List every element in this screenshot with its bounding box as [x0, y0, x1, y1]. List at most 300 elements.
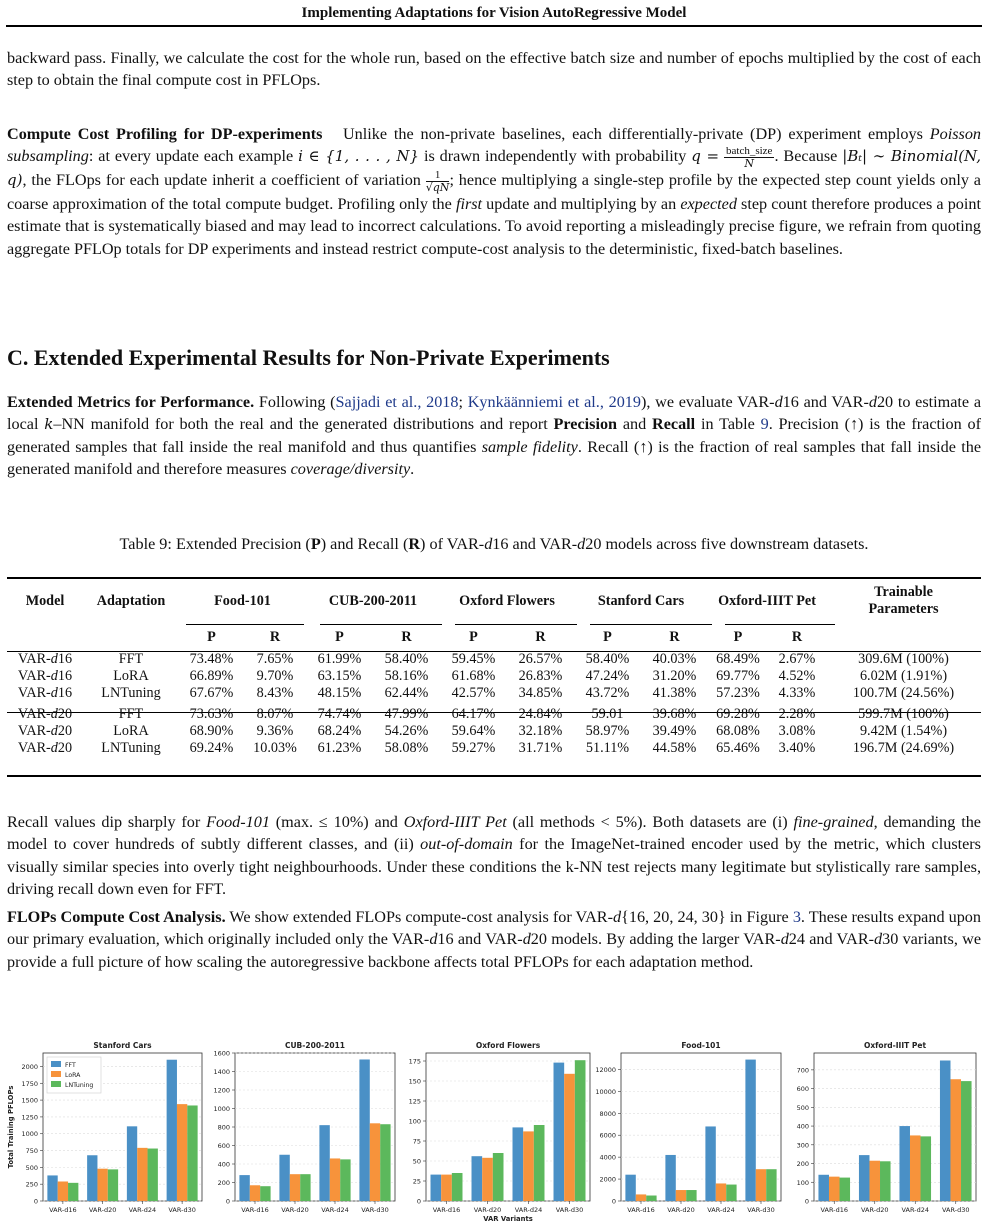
bar-lntuning-var-d24: [340, 1159, 350, 1201]
cell-metric: 9.36%: [256, 723, 294, 739]
x-tick-label: VAR-d16: [49, 1206, 77, 1214]
x-tick-label: VAR-d30: [361, 1206, 389, 1214]
cell-adaptation: FFT: [118, 651, 144, 667]
italic-d: d: [522, 930, 531, 949]
poisson-term: Poisson subsampling: [7, 125, 982, 166]
cell-model: VAR-d20: [17, 723, 73, 739]
cell-metric: 61.99%: [317, 651, 362, 667]
cell-metric: 59.64%: [451, 723, 496, 739]
cell-metric: 67.67%: [189, 685, 234, 701]
y-tick-label: 600: [217, 1142, 230, 1150]
text-run: . These results expand upon our primary evaluation, which originally included only the VAR-: [7, 908, 981, 949]
text-run: 20 models across five downstream datasets.: [585, 535, 869, 553]
cell-adaptation: LoRA: [113, 668, 149, 684]
italic-d: d: [868, 393, 877, 411]
results-table: [7, 578, 981, 757]
emphasis-out-of-domain: out-of-domain: [420, 835, 513, 854]
cell-metric: 40.03%: [652, 651, 697, 667]
y-tick-label: 1400: [213, 1068, 230, 1076]
text-run: , demanding the model to cover hundreds of subtly different classes, and (ii): [7, 813, 981, 854]
subheader-p: P: [603, 629, 612, 645]
cell-metric: 10.03%: [253, 740, 297, 756]
y-tick-label: 200: [796, 1160, 809, 1169]
bar-fft-var-d16: [818, 1175, 829, 1201]
fraction-cv: [426, 170, 450, 193]
bar-lntuning-var-d16: [260, 1186, 270, 1201]
bar-lntuning-var-d20: [493, 1153, 504, 1201]
bar-fft-var-d16: [431, 1175, 442, 1201]
bar-lora-var-d16: [250, 1185, 260, 1201]
text-run: .: [410, 460, 415, 479]
text-run: ;: [458, 393, 468, 411]
y-tick-label: 50: [412, 1157, 421, 1166]
cell-adaptation: LNTuning: [101, 740, 161, 756]
cell-metric: 68.49%: [716, 651, 760, 667]
text-run: . Because: [774, 147, 843, 166]
caption-p: P: [310, 535, 321, 553]
header-model: Model: [25, 592, 65, 609]
math-k: k: [44, 415, 54, 434]
paragraph-flops-analysis: [7, 906, 981, 973]
cell-metric: 68.90%: [189, 723, 234, 739]
x-tick-label: VAR-d30: [942, 1206, 970, 1214]
cell-metric: 43.72%: [585, 685, 630, 701]
cell-metric: 59.27%: [451, 740, 496, 756]
subheader-p: P: [469, 629, 478, 645]
cell-model: VAR-d20: [17, 740, 73, 756]
term-precision: Precision: [553, 415, 618, 434]
emphasis-coverage: coverage/diversity: [290, 460, 411, 479]
text-run: , the FLOps for each update inherit a coefficient of variation: [22, 171, 426, 190]
cell-metric: 69.77%: [716, 668, 760, 684]
bar-fft-var-d16: [47, 1175, 57, 1201]
text-run: : at every update each example: [88, 147, 299, 166]
text-run: 30 variants, we provide a full picture of how scaling the autoregressive backbone affects total PFLOPs for each adaptation method.: [7, 930, 982, 971]
table-row: [7, 651, 981, 668]
x-tick-label: VAR-d30: [555, 1206, 584, 1214]
x-axis-label: VAR Variants: [483, 1215, 533, 1223]
caption-r: R: [408, 535, 421, 553]
x-tick-label: VAR-d24: [514, 1206, 543, 1214]
bar-lora-var-d30: [370, 1123, 380, 1201]
text-run: 16 and VAR-: [437, 930, 523, 949]
paragraph-dp-profiling: [7, 123, 981, 260]
bar-lora-var-d20: [290, 1174, 300, 1201]
y-tick-label: 250: [25, 1180, 38, 1189]
fraction-denominator: √qN: [425, 180, 450, 194]
y-tick-label: 25: [412, 1177, 421, 1186]
cell-metric: 9.70%: [256, 668, 294, 684]
y-tick-label: 1000: [213, 1105, 230, 1113]
x-tick-label: VAR-d30: [747, 1206, 775, 1214]
cell-model: VAR-d20: [17, 706, 73, 722]
bar-lora-var-d24: [330, 1158, 340, 1201]
bar-fft-var-d30: [167, 1060, 177, 1201]
table-row: [7, 723, 981, 740]
header-rule: [6, 25, 982, 27]
bar-lora-var-d24: [910, 1135, 921, 1201]
cell-trainable: 9.42M (1.54%): [859, 723, 948, 739]
bar-fft-var-d30: [940, 1060, 951, 1201]
text-run: for the ImageNet-trained encoder used by the metric, which clusters visually similar species into overly tight neighbourhoods. Under these conditions the k-NN test rejects many legitimate but stylistically rare samples, driving recall down even for FFT.: [7, 835, 981, 899]
legend-swatch-lora: [51, 1071, 61, 1077]
subheader-r: R: [401, 629, 412, 645]
table-row: [7, 706, 981, 723]
subheader-r: R: [269, 629, 281, 645]
cell-metric: 66.89%: [189, 668, 234, 684]
term-recall: Recall: [652, 415, 696, 434]
citation-kynkaanniemi[interactable]: Kynkäänniemi et al., 2019: [467, 393, 641, 411]
chart-title: Oxford Flowers: [475, 1041, 541, 1050]
cell-metric: 2.28%: [778, 706, 816, 722]
cell-metric: 54.26%: [384, 723, 429, 739]
y-tick-label: 1250: [21, 1113, 38, 1122]
text-run: Table 9: Extended Precision (: [119, 535, 311, 553]
cell-metric: 4.33%: [778, 685, 816, 701]
emphasis-pet: Oxford-IIIT Pet: [403, 813, 507, 831]
bar-fft-var-d30: [745, 1060, 755, 1201]
y-tick-label: 500: [796, 1103, 809, 1112]
y-tick-label: 800: [217, 1123, 230, 1132]
y-tick-label: 300: [796, 1141, 809, 1150]
text-run: step count therefore produces a point estimate that is systematically biased and may lead to incorrect calculations. To avoid reporting a misleadingly precise figure, we refrain from quoting aggregate PFLOp totals for DP experiments and instead restrict compute-cost analysis to the deterministic, fixed-batch baselines.: [7, 194, 981, 258]
x-tick-label: VAR-d24: [321, 1206, 349, 1214]
y-tick-label: 400: [796, 1122, 809, 1131]
header-cub: CUB-200-2011: [328, 592, 418, 609]
cell-adaptation: FFT: [118, 706, 144, 722]
citation-sajjadi[interactable]: Sajjadi et al., 2018: [335, 393, 459, 411]
x-tick-label: VAR-d20: [667, 1206, 695, 1214]
table-group-d20: [7, 706, 981, 757]
legend-label: LoRA: [65, 1072, 81, 1079]
figure-reference-link[interactable]: 3: [792, 908, 801, 926]
cell-metric: 3.40%: [778, 740, 816, 756]
header-cars: Stanford Cars: [597, 592, 685, 609]
header-trainable-line2: Parameters: [868, 601, 939, 617]
y-tick-label: 1500: [21, 1096, 38, 1105]
paragraph-backward-pass: backward pass. Finally, we calculate the cost for the whole run, based on the effective batch size and number of epochs multiplied by the cost of each step to obtain the final compute cost in PFLOps.: [7, 49, 981, 90]
cell-metric: 69.28%: [716, 706, 760, 722]
cell-metric: 26.83%: [518, 668, 563, 684]
text-run: We show extended FLOPs compute-cost analysis for VAR-: [225, 908, 613, 926]
y-tick-label: 750: [25, 1147, 38, 1156]
bar-lora-var-d20: [869, 1161, 880, 1201]
y-tick-label: 0: [416, 1197, 421, 1206]
bar-lora-var-d20: [97, 1169, 107, 1201]
cell-metric: 74.74%: [317, 706, 362, 722]
cell-metric: 58.40%: [585, 651, 630, 667]
bar-lntuning-var-d30: [380, 1124, 390, 1201]
y-tick-label: 10000: [595, 1087, 616, 1096]
bar-lntuning-var-d24: [726, 1185, 736, 1201]
text-run: 20 models. By adding the larger VAR-: [530, 930, 781, 949]
y-tick-label: 1200: [213, 1086, 230, 1095]
cell-metric: 48.15%: [317, 685, 362, 701]
section-heading-c: C. Extended Experimental Results for Non-Private Experiments: [7, 345, 610, 370]
y-tick-label: 0: [33, 1197, 38, 1206]
extended-metrics-heading: Extended Metrics for Performance.: [7, 393, 255, 411]
text-run: 20 to estimate a local: [7, 393, 982, 434]
bar-lora-var-d30: [177, 1104, 187, 1201]
text-run: Unlike the non-private baselines, each differentially-private (DP) experiment employs: [342, 125, 930, 143]
text-run: 16 and VAR-: [782, 393, 869, 411]
cell-metric: 24.84%: [518, 706, 563, 722]
x-tick-label: VAR-d24: [707, 1206, 735, 1214]
cell-metric: 8.43%: [256, 685, 294, 701]
cell-metric: 32.18%: [518, 723, 563, 739]
cell-metric: 68.24%: [317, 723, 362, 739]
text-run: ) and Recall (: [320, 535, 409, 553]
bar-lora-var-d16: [441, 1175, 452, 1201]
fraction-denominator: N: [744, 157, 755, 171]
bar-fft-var-d30: [554, 1063, 565, 1201]
cell-metric: 61.23%: [317, 740, 362, 756]
cell-metric: 47.99%: [384, 706, 429, 722]
y-tick-label: 12000: [595, 1065, 616, 1074]
bar-lntuning-var-d24: [534, 1125, 545, 1201]
legend-swatch-fft: [51, 1061, 61, 1067]
text-run: update and multiplying by an: [482, 194, 681, 213]
math-q: q =: [691, 147, 720, 166]
bar-lora-var-d30: [756, 1169, 766, 1201]
cell-metric: 39.68%: [652, 706, 697, 722]
cell-metric: 69.24%: [189, 740, 234, 756]
text-run: . Recall (↑) is the fraction of real samples that fall inside the generated manifold and therefore measures: [7, 437, 982, 479]
text-run: 16 and VAR-: [492, 535, 578, 553]
y-tick-label: 8000: [599, 1109, 616, 1118]
header-food: Food-101: [214, 592, 271, 609]
cell-metric: 51.11%: [585, 740, 630, 756]
bar-lora-var-d16: [636, 1194, 646, 1201]
cell-adaptation: LoRA: [113, 723, 149, 739]
cell-metric: 42.57%: [451, 685, 496, 701]
legend-swatch-lntuning: [51, 1081, 61, 1087]
bar-lntuning-var-d30: [961, 1081, 972, 1201]
bar-lntuning-var-d20: [686, 1190, 696, 1201]
cell-metric: 31.20%: [652, 668, 697, 684]
x-tick-label: VAR-d16: [820, 1206, 848, 1214]
text-run: ) of VAR-: [420, 535, 485, 553]
cell-metric: 68.08%: [716, 723, 760, 739]
bar-fft-var-d24: [899, 1126, 910, 1201]
subheader-r: R: [669, 629, 680, 645]
cell-trainable: 100.7M (24.56%): [852, 685, 955, 701]
y-tick-label: 1750: [21, 1079, 38, 1088]
y-tick-label: 150: [408, 1077, 421, 1086]
cell-trainable: 196.7M (24.69%): [852, 740, 955, 756]
math-index-set: i ∈ {1, . . . , N}: [298, 147, 420, 166]
italic-d: d: [774, 393, 783, 411]
bar-lntuning-var-d30: [187, 1105, 197, 1201]
math-binomial: |Bₜ| ∼ Binomial(N, q): [7, 147, 981, 190]
bar-lntuning-var-d20: [880, 1161, 891, 1201]
bar-fft-var-d24: [127, 1126, 137, 1201]
bar-lntuning-var-d24: [148, 1149, 158, 1201]
bar-lora-var-d24: [716, 1183, 726, 1201]
cell-metric: 2.67%: [778, 651, 816, 667]
cell-model: VAR-d16: [17, 651, 73, 667]
bar-fft-var-d24: [705, 1126, 715, 1201]
y-tick-label: 0: [804, 1197, 809, 1206]
bar-lora-var-d20: [482, 1158, 493, 1201]
cell-metric: 59.01: [591, 706, 624, 722]
fraction-batch-size: [724, 146, 774, 169]
italic-d: d: [613, 908, 622, 926]
y-tick-label: 75: [412, 1137, 421, 1146]
bar-lntuning-var-d24: [921, 1136, 932, 1201]
text-run: (max. ≤ 10%) and: [269, 813, 404, 831]
header-trainable: [826, 578, 981, 624]
cell-trainable: 599.7M (100%): [858, 706, 949, 722]
paragraph-recall-discussion: [7, 811, 981, 901]
bar-lntuning-var-d16: [646, 1196, 656, 1201]
text-run: is drawn independently with probability: [419, 147, 692, 166]
text-run: (all methods < 5%). Both datasets are (i): [506, 813, 794, 831]
bar-lntuning-var-d20: [108, 1169, 118, 1201]
subheader-p: P: [207, 629, 216, 645]
cell-metric: 4.52%: [778, 668, 816, 684]
cell-trainable: 6.02M (1.91%): [859, 668, 948, 684]
cell-metric: 31.71%: [518, 740, 563, 756]
emphasis-sample-fidelity: sample fidelity: [481, 437, 578, 456]
fraction-numerator: batch_size: [726, 145, 773, 158]
y-tick-label: 125: [408, 1097, 421, 1106]
cell-metric: 8.07%: [256, 706, 294, 722]
cell-metric: 47.24%: [585, 668, 630, 684]
subheader-r: R: [791, 629, 803, 645]
y-tick-label: 100: [796, 1178, 809, 1187]
bar-lntuning-var-d16: [840, 1178, 851, 1201]
y-tick-label: 0: [611, 1197, 616, 1206]
bar-lora-var-d24: [137, 1148, 147, 1201]
dp-profiling-heading: Compute Cost Profiling for DP-experiments: [7, 125, 323, 143]
subheader-r: R: [535, 629, 546, 645]
table-row: [7, 668, 981, 685]
table-bottom-rule: [7, 775, 981, 777]
text-run: Recall values dip sharply for: [7, 813, 207, 831]
running-header: Implementing Adaptations for Vision AutoRegressive Model: [301, 5, 687, 21]
flops-heading: FLOPs Compute Cost Analysis.: [7, 908, 226, 926]
cell-metric: 73.48%: [189, 651, 234, 667]
cell-metric: 65.46%: [716, 740, 760, 756]
subheader-p: P: [335, 629, 344, 645]
bar-fft-var-d24: [513, 1127, 524, 1201]
bar-fft-var-d20: [87, 1155, 97, 1201]
header-trainable-line1: Trainable: [874, 584, 933, 600]
text-run: 24 and VAR-: [788, 930, 875, 949]
y-tick-label: 175: [408, 1057, 421, 1066]
table-reference-link[interactable]: 9: [760, 415, 769, 434]
cell-metric: 62.44%: [384, 685, 429, 701]
y-tick-label: 500: [25, 1163, 38, 1172]
x-tick-label: VAR-d24: [901, 1206, 929, 1214]
cell-adaptation: LNTuning: [101, 685, 161, 701]
chart-title: Food-101: [681, 1041, 721, 1050]
italic-d: d: [484, 535, 493, 553]
y-tick-label: 1600: [213, 1049, 230, 1058]
bar-lntuning-var-d20: [300, 1174, 310, 1201]
bar-fft-var-d20: [472, 1156, 483, 1201]
cell-metric: 58.16%: [384, 668, 429, 684]
table-row: [7, 685, 981, 702]
bar-lntuning-var-d30: [575, 1060, 586, 1201]
bar-lora-var-d20: [676, 1190, 686, 1201]
cell-trainable: 309.6M (100%): [858, 651, 949, 667]
italic-d: d: [780, 930, 789, 949]
bar-lora-var-d24: [523, 1131, 534, 1201]
y-tick-label: 2000: [599, 1175, 616, 1184]
bar-lntuning-var-d16: [452, 1173, 463, 1201]
bar-lntuning-var-d16: [68, 1183, 78, 1201]
cell-metric: 73.63%: [189, 706, 234, 722]
italic-d: d: [429, 930, 438, 949]
legend-label: FFT: [65, 1062, 76, 1069]
table-header-row: [7, 578, 981, 624]
cell-model: VAR-d16: [17, 685, 73, 701]
y-axis-label: Total Training PFLOPs: [7, 1085, 15, 1169]
text-run: ), we evaluate VAR-: [641, 393, 775, 411]
x-tick-label: VAR-d20: [88, 1206, 117, 1214]
y-tick-label: 0: [225, 1197, 230, 1206]
cell-metric: 7.65%: [256, 651, 294, 667]
table-row: [7, 740, 981, 757]
emphasis-first: first: [455, 194, 483, 213]
x-tick-label: VAR-d20: [281, 1206, 309, 1214]
cell-metric: 57.23%: [716, 685, 760, 701]
bar-fft-var-d16: [239, 1175, 249, 1201]
table-group-d16: [7, 651, 981, 702]
text-run: in Table: [695, 415, 761, 434]
x-tick-label: VAR-d16: [432, 1206, 461, 1214]
pflops-bar-charts: [0, 1030, 988, 1227]
cell-metric: 61.68%: [451, 668, 496, 684]
bar-lora-var-d16: [829, 1177, 840, 1201]
text-run: ; hence multiplying a single-step profile by the expected step count yields only a coarse approximation of the total compute budget. Profiling only the: [7, 171, 981, 213]
text-run: . Precision (↑) is the fraction of generated samples that fall inside the real manifold and thus quantifies: [7, 415, 982, 456]
text-run: –NN manifold for both the real and the generated distributions and report: [53, 415, 554, 434]
cell-metric: 63.15%: [317, 668, 362, 684]
y-tick-label: 6000: [599, 1131, 616, 1140]
cell-metric: 44.58%: [652, 740, 697, 756]
fraction-numerator: 1: [426, 170, 450, 182]
paragraph-extended-metrics: [7, 391, 981, 481]
x-tick-label: VAR-d20: [473, 1206, 502, 1214]
chart-title: Oxford-IIIT Pet: [863, 1041, 927, 1050]
text-run: and: [617, 415, 653, 434]
x-tick-label: VAR-d30: [168, 1206, 196, 1214]
bar-lora-var-d30: [950, 1079, 961, 1201]
bar-fft-var-d30: [359, 1059, 369, 1201]
bar-lntuning-var-d30: [766, 1169, 776, 1201]
cell-metric: 3.08%: [778, 723, 816, 739]
italic-d: d: [577, 535, 586, 553]
y-tick-label: 1000: [21, 1130, 38, 1139]
cell-metric: 64.17%: [451, 706, 496, 722]
cell-model: VAR-d16: [17, 668, 73, 684]
y-tick-label: 4000: [599, 1153, 616, 1162]
y-tick-label: 2000: [21, 1062, 38, 1071]
y-tick-label: 700: [796, 1066, 809, 1075]
bar-lora-var-d16: [58, 1181, 68, 1201]
emphasis-food101: Food-101: [206, 813, 270, 831]
bar-fft-var-d16: [625, 1175, 635, 1201]
x-tick-label: VAR-d16: [241, 1206, 269, 1214]
bar-lora-var-d30: [564, 1074, 575, 1201]
y-tick-label: 100: [408, 1117, 421, 1126]
header-flowers: Oxford Flowers: [459, 592, 555, 609]
cell-metric: 34.85%: [518, 685, 563, 701]
y-tick-label: 600: [796, 1085, 809, 1094]
